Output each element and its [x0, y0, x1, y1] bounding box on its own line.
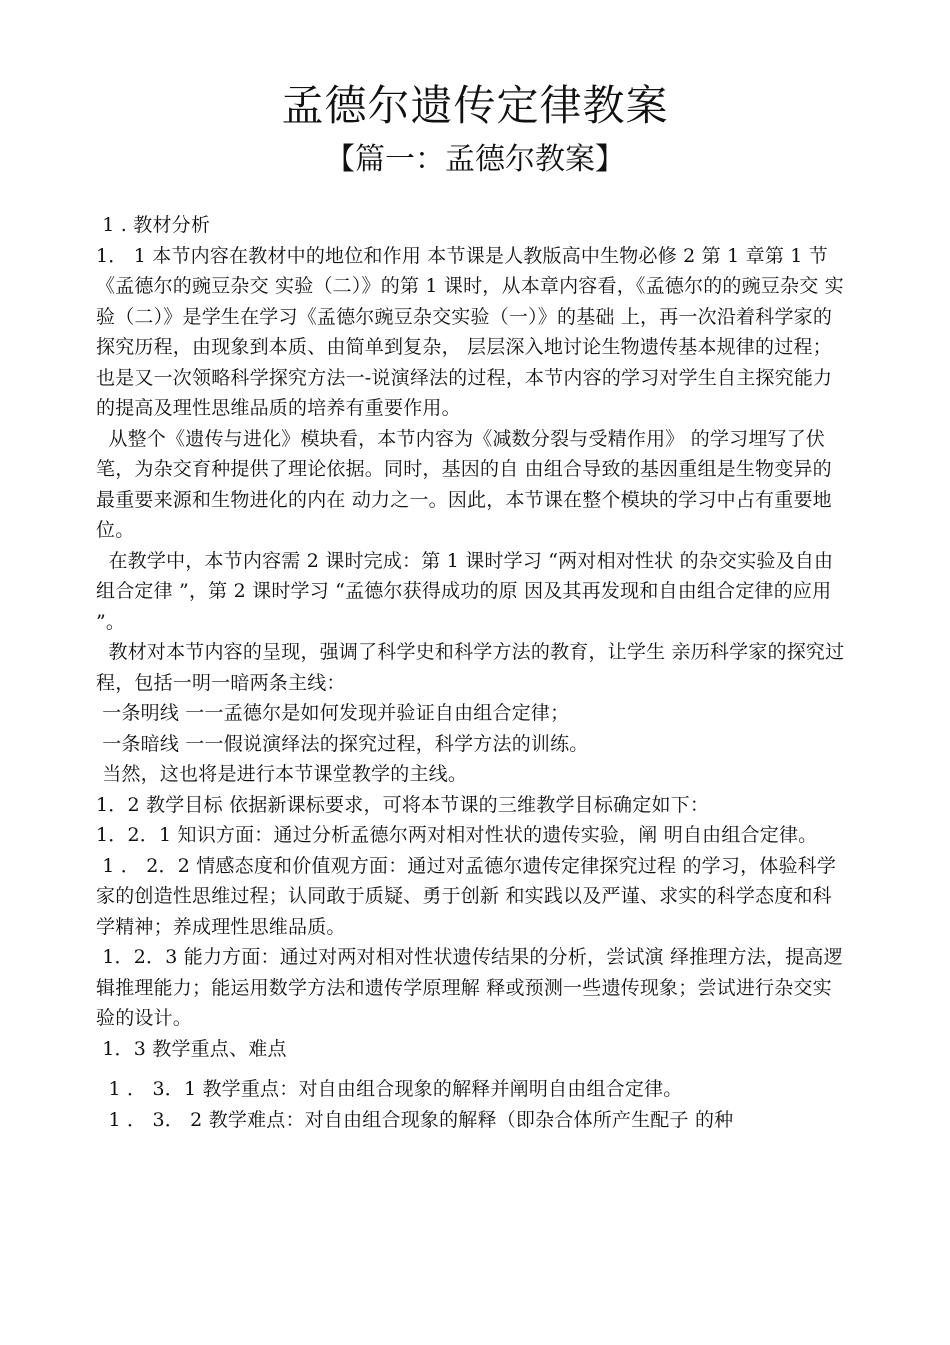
spacer: [96, 1064, 848, 1074]
section-heading: 【篇一：孟德尔教案】: [325, 142, 625, 177]
paragraph-ability-goal: 1．2．3 能力方面：通过对两对相对性状遗传结果的分析，尝试演 绎推理方法，提高逻辑推理能力；能运用数学方法和遗传学原理解 释或预测一些遗传现象；尝试进行杂交实验的设计。: [96, 946, 843, 1029]
line-main-thread: 当然，这也将是进行本节课堂教学的主线。: [96, 763, 468, 785]
paragraph-class-hours: 在教学中，本节内容需 2 课时完成：第 1 课时学习 “两对相对性状 的杂交实验及自由组合定律 ”，第 2 课时学习 “孟德尔获得成功的原 因及其再发现和自由组合定律的应用 ”。: [96, 549, 838, 633]
line-implicit-thread: 一条暗线 一一假说演绎法的探究过程，科学方法的训练。: [96, 732, 589, 755]
paragraph-attitude-goal: 1 ． 2．2 情感态度和价值观方面：通过对孟德尔遗传定律探究过程 的学习，体验科学家的创造性思维过程；认同敢于质疑、勇于创新 和实践以及严谨、求实的科学态度和科学精神；养成理性思维品质。: [96, 854, 837, 938]
line-explicit-thread: 一条明线 一一孟德尔是如何发现并验证自由组合定律；: [96, 702, 570, 724]
document-body: [96, 210, 848, 1135]
paragraph-module-view: 从整个《遗传与进化》模块看，本节内容为《减数分裂与受精作用》 的学习埋写了伏笔，为杂交育种提供了理论依据。同时，基因的自 由组合导致的基因重组是生物变异的最重要来源和生物进化的内在 动力之一。因此，本节课在整个模块的学习中占有重要地位。: [96, 427, 832, 541]
paragraph-key-point: 1 ． 3．1 教学重点：对自由组合现象的解释并阐明自由组合定律。: [96, 1078, 683, 1100]
paragraph-position-and-role: 1． 1 本节内容在教材中的地位和作用 本节课是人教版高中生物必修 2 第 1 章第 1 节《孟德尔的豌豆杂交 实验（二）》的第 1 课时，从本章内容看，《孟德尔的的豌豆杂交 实验（二）》是学生在学习《孟德尔豌豆杂交实验（一）》的基础 上，再一次沿着科学家的探究历程，由现象到本质、由简单到复杂， 层层深入地讨论生物遗传基本规律的过程；也是又一次领略科学探究方法一-说演绎法的过程，本节内容的学习对学生自主探究能力 的提高及理性思维品质的培养有重要作用。: [96, 244, 844, 419]
paragraph-knowledge-goal: 1．2．1 知识方面：通过分析孟德尔两对相对性状的遗传实验，阐 明自由组合定律。: [96, 824, 818, 846]
paragraph-difficult-point: 1 ． 3． 2 教学难点：对自由组合现象的解释（即杂合体所产生配子 的种: [96, 1108, 734, 1131]
heading-materials-analysis: 1 . 教材分析: [96, 214, 211, 236]
document-title: 孟德尔遗传定律教案: [281, 81, 669, 130]
paragraph-presentation: 教材对本节内容的呈现，强调了科学史和科学方法的教育，让学生 亲历科学家的探究过程，包括一明一暗两条主线：: [96, 641, 845, 694]
heading-key-points: 1．3 教学重点、难点: [96, 1037, 287, 1060]
heading-teaching-goals: 1．2 教学目标 依据新课标要求，可将本节课的三维教学目标确定如下：: [96, 793, 710, 816]
